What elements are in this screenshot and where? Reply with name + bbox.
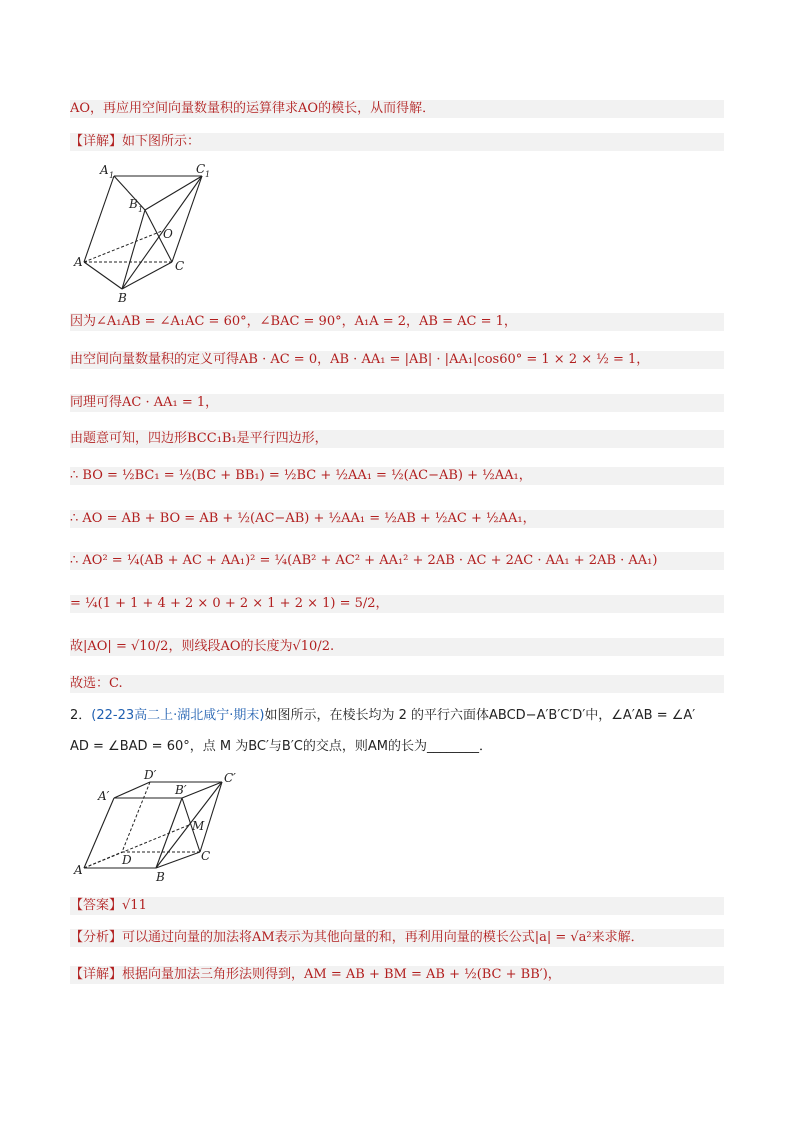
- solution-line-9: ∴ AO² = ¼(AB + AC + AA₁)² = ¼(AB² + AC² + AA₁² + 2AB · AC + 2AC · AA₁ + 2AB · AA₁): [70, 552, 724, 570]
- label-D: D: [122, 853, 132, 867]
- problem-2-line-1: [70, 707, 724, 725]
- label-A1: A: [100, 163, 109, 177]
- detail-text-2: 根据向量加法三角形法则得到，AM = AB + BM = AB + ½(BC + BB′)，: [122, 967, 561, 982]
- detail-line-2: [70, 966, 724, 984]
- analysis-line: [70, 929, 724, 947]
- label-B1: B: [129, 197, 138, 211]
- solution-line-3: 因为∠A₁AB = ∠A₁AC = 60°，∠BAC = 90°，A₁A = 2，AB = AC = 1，: [70, 313, 724, 331]
- problem-2-line-2: AD = ∠BAD = 60°，点 M 为BC′与B′C的交点，则AM的长为________．: [70, 739, 492, 754]
- label-O: O: [163, 227, 173, 241]
- label-Bp: B′: [175, 783, 187, 797]
- svg-text:1: 1: [109, 171, 115, 180]
- label-C: C: [201, 849, 211, 863]
- solution-line-12: 故选：C.: [70, 675, 724, 693]
- label-Cp: C′: [224, 771, 236, 785]
- problem-source: (22-23高二上·湖北咸宁·期末): [91, 708, 265, 723]
- solution-line-8: ∴ AO = AB + BO = AB + ½(AC−AB) + ½AA₁ = ½AB + ½AC + ½AA₁，: [70, 510, 724, 528]
- detail-text: 如下图所示：: [122, 134, 201, 149]
- solution-line-4: 由空间向量数量积的定义可得AB · AC = 0，AB · AA₁ = |AB| · |AA₁|cos60° = 1 × 2 × ½ = 1，: [70, 351, 724, 369]
- answer-text: √11: [122, 898, 147, 913]
- label-A: A: [74, 255, 83, 269]
- solution-line-6: 由题意可知，四边形BCC₁B₁是平行四边形，: [70, 430, 724, 448]
- svg-text:1: 1: [138, 205, 144, 214]
- answer-line: [70, 897, 724, 915]
- solution-line-7: ∴ BO = ½BC₁ = ½(BC + BB₁) = ½BC + ½AA₁ = ½(AC−AB) + ½AA₁，: [70, 467, 724, 485]
- figure-parallelepiped: [72, 768, 244, 886]
- parallelepiped-diagram: [72, 768, 244, 886]
- solution-line-5: 同理可得AC · AA₁ = 1，: [70, 394, 724, 412]
- solution-line-11: 故|AO| = √10/2，则线段AO的长度为√10/2.: [70, 638, 724, 656]
- problem-text: 如图所示，在棱长均为 2 的平行六面体ABCD−A′B′C′D′中，∠A′AB = ∠A′: [264, 708, 696, 723]
- prism-diagram: [72, 158, 210, 304]
- solution-line-10: = ¼(1 + 1 + 4 + 2 × 0 + 2 × 1 + 2 × 1) = 5/2，: [70, 595, 724, 613]
- label-A: A: [74, 863, 83, 877]
- label-B: B: [118, 291, 127, 304]
- label-C1: C: [196, 162, 206, 176]
- label-Ap: A′: [98, 789, 110, 803]
- svg-text:1: 1: [205, 170, 210, 179]
- solution-line-1: AO，再应用空间向量数量积的运算律求AO的模长，从而得解．: [70, 100, 724, 118]
- figure-triangular-prism: [72, 158, 210, 304]
- answer-tag: 【答案】: [70, 898, 123, 913]
- analysis-text: 可以通过向量的加法将AM表示为其他向量的和，再利用向量的模长公式|a| = √a²来求解．: [122, 930, 644, 945]
- detail-tag-2: 【详解】: [70, 967, 123, 982]
- label-Dp: D′: [144, 768, 157, 782]
- label-M: M: [192, 819, 205, 833]
- analysis-tag: 【分析】: [70, 930, 123, 945]
- label-C: C: [175, 259, 185, 273]
- solution-line-2: [70, 133, 724, 151]
- detail-tag: 【详解】: [70, 134, 123, 149]
- problem-number: 2．: [70, 708, 92, 723]
- label-B: B: [156, 870, 165, 884]
